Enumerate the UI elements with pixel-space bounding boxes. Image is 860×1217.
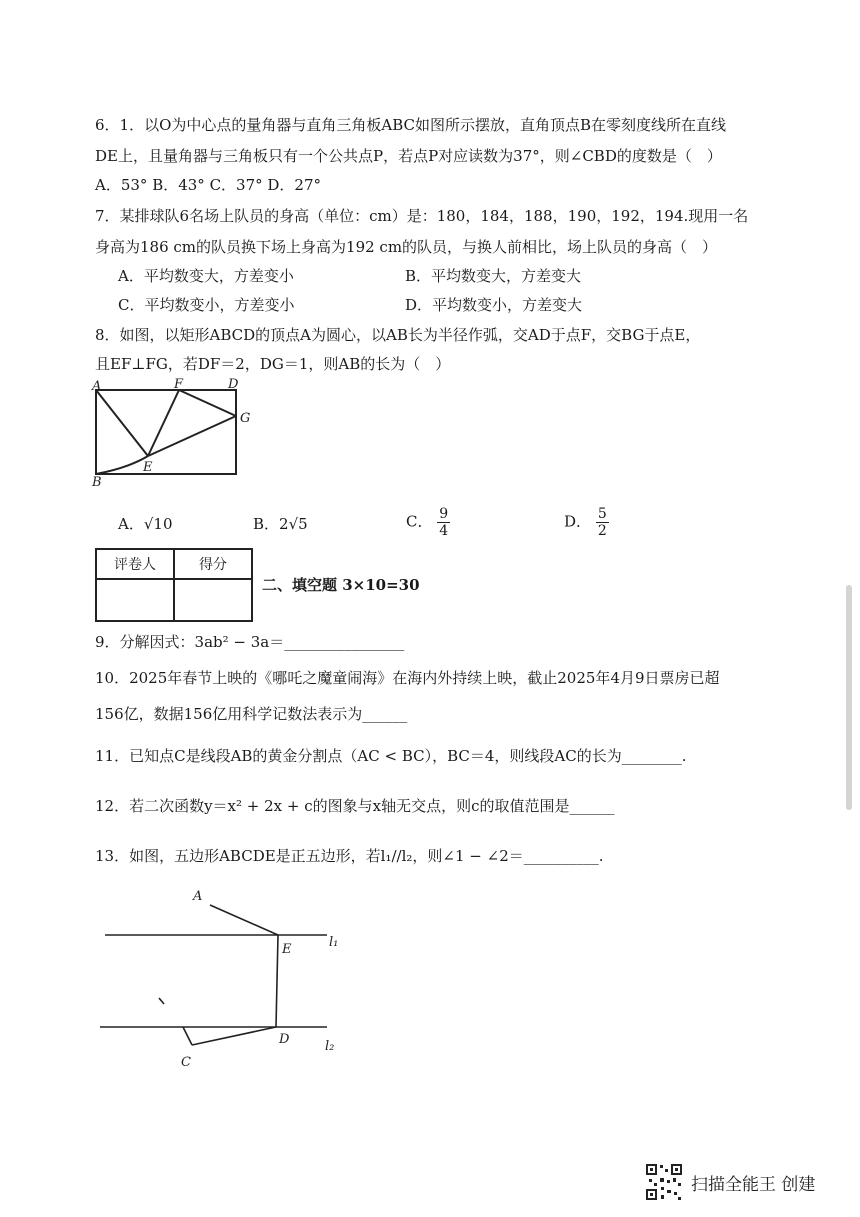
q8-rectangle-figure <box>88 378 258 490</box>
segment-c-extension <box>183 1027 192 1045</box>
rectangle-abcd <box>96 390 236 474</box>
segment-eg <box>148 416 236 456</box>
q8-option-c-fraction <box>437 506 450 539</box>
q8-option-c-denominator: 4 <box>439 523 449 539</box>
label-e: E <box>282 942 292 957</box>
q8-option-c-prefix: C． <box>406 512 433 531</box>
q8-option-d-prefix: D． <box>564 512 592 531</box>
grader-header: 评卷人 <box>96 549 174 579</box>
section2-title: 二、填空题 3×10=30 <box>262 576 420 594</box>
label-c: C <box>181 1055 191 1070</box>
label-g: G <box>240 411 251 426</box>
label-d: D <box>228 378 239 392</box>
q6-line1: 6．1．以O为中心点的量角器与直角三角板ABC如图所示摆放，直角顶点B在零刻度线所在直线 <box>95 116 727 134</box>
q8-option-a-prefix: A． <box>118 515 144 533</box>
q10-line1: 10．2025年春节上映的《哪吒之魔童闹海》在海内外持续上映，截止2025年4月9日票房已超 <box>95 669 720 687</box>
q8-line2: 且EF⊥FG，若DF＝2，DG＝1，则AB的长为（ ） <box>95 355 451 373</box>
segment-fg <box>179 390 236 416</box>
q9-text: 9．分解因式：3ab² − 3a＝________________ <box>95 633 405 651</box>
q7-option-d: D．平均数变小，方差变大 <box>405 296 583 314</box>
watermark-text: 扫描全能王 创建 <box>691 1174 816 1195</box>
label-d: D <box>279 1032 290 1047</box>
q8-option-a <box>118 514 173 534</box>
q8-option-d-denominator: 2 <box>597 523 607 539</box>
q8-option-b-value: 2√5 <box>279 515 308 533</box>
q7-option-b: B．平均数变大，方差变大 <box>405 267 582 285</box>
q7-option-a: A．平均数变大，方差变小 <box>118 267 294 285</box>
q11-text: 11．已知点C是线段AB的黄金分割点（AC < BC），BC＝4，则线段AC的长为________. <box>95 747 687 765</box>
q8-option-d-numerator: 5 <box>597 506 607 522</box>
segment-ae <box>210 905 278 935</box>
segment-dc <box>192 1027 276 1045</box>
q8-option-c <box>406 506 450 539</box>
segment-ef <box>148 390 179 456</box>
q8-option-b <box>253 514 308 534</box>
q8-option-c-numerator: 9 <box>439 506 449 522</box>
scrollbar-thumb[interactable] <box>846 585 852 810</box>
score-table <box>95 548 253 622</box>
label-f: F <box>174 378 184 392</box>
grader-cell[interactable] <box>96 579 174 621</box>
arc-be <box>96 456 148 474</box>
label-l2: l₂ <box>325 1039 335 1054</box>
vertical-scrollbar[interactable] <box>846 585 852 810</box>
q8-option-a-value: √10 <box>143 515 173 533</box>
q10-line2: 156亿，数据156亿用科学记数法表示为______ <box>95 705 408 723</box>
label-a: A <box>193 889 203 904</box>
label-l1: l₁ <box>329 935 339 950</box>
q6-options: A．53° B．43° C．37° D．27° <box>95 176 322 194</box>
score-cell[interactable] <box>174 579 252 621</box>
label-e: E <box>143 460 153 475</box>
q12-text: 12．若二次函数y＝x² + 2x + c的图象与x轴无交点，则c的取值范围是______ <box>95 797 615 815</box>
segment-ae <box>96 390 148 456</box>
label-a: A <box>92 379 102 394</box>
q8-option-d-fraction <box>596 506 609 539</box>
qr-code-icon <box>645 1163 683 1201</box>
label-b: B <box>92 475 102 490</box>
q13-text: 13．如图，五边形ABCDE是正五边形，若l₁//l₂，则∠1 − ∠2＝__________. <box>95 847 604 865</box>
q8-line1: 8．如图，以矩形ABCD的顶点A为圆心，以AB长为半径作弧，交AD于点F，交BG于点E， <box>95 326 701 344</box>
score-header: 得分 <box>174 549 252 579</box>
q7-line1: 7．某排球队6名场上队员的身高（单位：cm）是：180，184，188，190，192，194.现用一名 <box>95 207 749 225</box>
segment-ed <box>276 935 278 1027</box>
q7-option-c: C．平均数变小，方差变小 <box>118 296 295 314</box>
q6-line2: DE上，且量角器与三角板只有一个公共点P，若点P对应读数为37°，则∠CBD的度数是（ ） <box>95 147 722 165</box>
q13-pentagon-figure <box>95 880 365 1080</box>
tick-mark <box>159 998 164 1004</box>
scanner-watermark <box>645 1163 815 1201</box>
q7-line2: 身高为186 cm的队员换下场上身高为192 cm的队员，与换人前相比，场上队员的身高（ ） <box>95 238 718 256</box>
q8-option-b-prefix: B． <box>253 515 280 533</box>
q8-option-d <box>564 506 609 539</box>
